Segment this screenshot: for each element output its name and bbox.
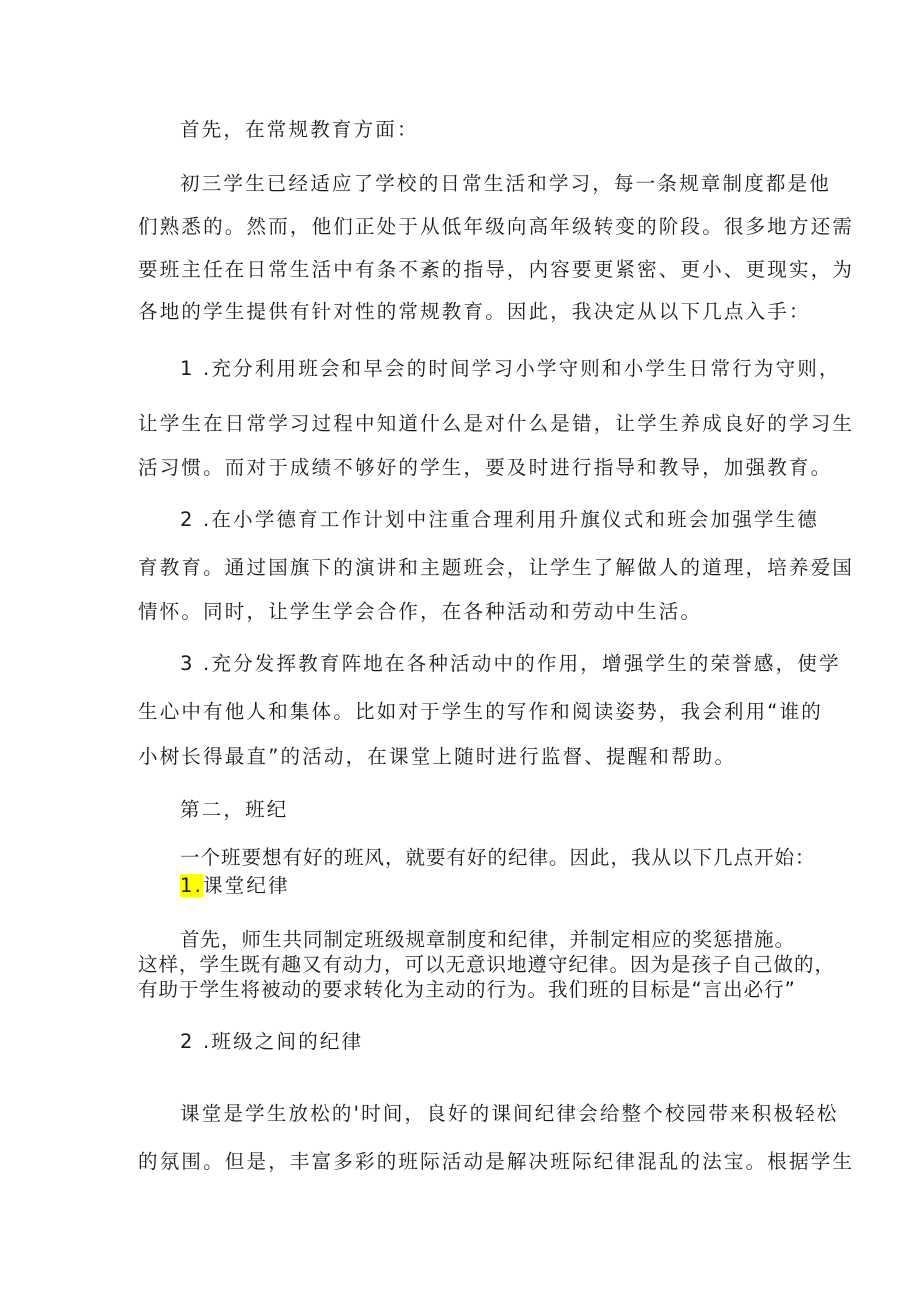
paragraph-line: 课堂是学生放松的'时间，良好的课间纪律会给整个校园带来积极轻松 <box>180 1102 839 1125</box>
heading-class-discipline: 第二，班纪 <box>180 798 289 821</box>
list-item-2-line: 情怀。同时，让学生学会合作，在各种活动和劳动中生活。 <box>138 600 703 623</box>
list-item-2-line: 2 .在小学德育工作计划中注重合理利用升旗仪式和班会加强学生德 <box>180 508 820 531</box>
heading-routine-education: 首先，在常规教育方面： <box>180 118 419 141</box>
list-item-3-line: 3 .充分发挥教育阵地在各种活动中的作用，增强学生的荣誉感，使学 <box>180 652 841 675</box>
list-item-1-line: 1 .充分利用班会和早会的时间学习小学守则和小学生日常行为守则， <box>180 357 841 380</box>
subheading-text: 课堂纪律 <box>203 874 290 897</box>
paragraph-line: 要班主任在日常生活中有条不紊的指导，内容要更紧密、更小、更现实，为 <box>138 258 855 281</box>
paragraph-line: 这样，学生既有趣又有动力，可以无意识地遵守纪律。因为是孩子自己做的， <box>138 953 836 976</box>
paragraph-line: 首先，师生共同制定班级规章制度和纪律，并制定相应的奖惩措施。 <box>180 928 796 951</box>
list-item-2-line: 育教育。通过国旗下的演讲和主题班会，让学生了解做人的道理，培养爱国 <box>138 556 855 579</box>
highlighted-number: 1. <box>180 874 204 897</box>
subheading-inter-class-discipline: 2 .班级之间的纪律 <box>180 1030 364 1053</box>
paragraph-line: 的氛围。但是，丰富多彩的班际活动是解决班际纪律混乱的法宝。根据学生 <box>138 1150 855 1173</box>
paragraph-line: 各地的学生提供有针对性的常规教育。因此，我决定从以下几点入手： <box>138 300 811 323</box>
paragraph-line: 们熟悉的。然而，他们正处于从低年级向高年级转变的阶段。很多地方还需 <box>138 215 855 238</box>
paragraph-line: 一个班要想有好的班风，就要有好的纪律。因此，我从以下几点开始： <box>180 846 816 869</box>
paragraph-line: 有助于学生将被动的要求转化为主动的行为。我们班的目标是“言出必行” <box>138 978 796 1001</box>
list-item-1-line: 让学生在日常学习过程中知道什么是对什么是错，让学生养成良好的学习生 <box>138 412 855 435</box>
list-item-3-line: 小树长得最直”的活动，在课堂上随时进行监督、提醒和帮助。 <box>138 745 737 768</box>
subheading-classroom-discipline <box>180 874 290 898</box>
paragraph-line: 初三学生已经适应了学校的日常生活和学习，每一条规章制度都是他 <box>180 172 832 195</box>
list-item-1-line: 活习惯。而对于成绩不够好的学生，要及时进行指导和教导，加强教育。 <box>138 456 833 479</box>
list-item-3-line: 生心中有他人和集体。比如对于学生的写作和阅读姿势，我会利用“谁的 <box>138 700 824 723</box>
